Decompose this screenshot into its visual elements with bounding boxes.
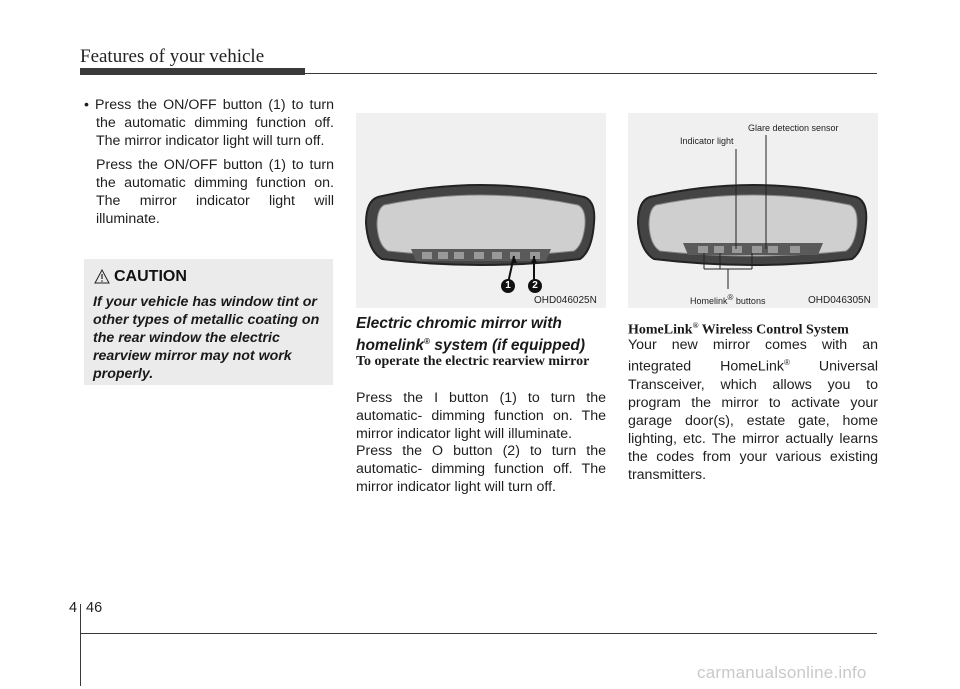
page-header-title: Features of your vehicle — [80, 46, 265, 67]
homelink-mirror-illustration — [628, 113, 878, 308]
caution-box — [84, 259, 333, 385]
caution-title: CAUTION — [114, 268, 187, 285]
warning-triangle-icon — [94, 269, 110, 284]
page-number: 46 — [86, 600, 103, 616]
header-rule — [80, 73, 877, 74]
mirror-figure-buttons — [356, 113, 606, 308]
bullet-paragraph-on: Press the ON/OFF button (1) to turn the automatic dimming function on. The mirror indicator light will illuminate. — [96, 157, 334, 227]
label-homelink-buttons: Homelink® buttons — [690, 293, 766, 306]
chapter-number: 4 — [69, 600, 78, 616]
figure-code: OHD046305N — [808, 295, 871, 306]
paragraph-o-button: Press the O button (2) to turn the automatic- dimming function off. The mirror indicator light will turn off. — [356, 443, 606, 495]
rearview-mirror-illustration — [356, 113, 606, 308]
section-title: Electric chromic mirror with homelink® system (if equipped) — [356, 315, 585, 355]
callout-1: 1 — [501, 279, 515, 293]
figure-code: OHD046025N — [534, 295, 597, 306]
label-glare-sensor: Glare detection sensor — [748, 123, 839, 133]
mirror-figure-labeled — [628, 113, 878, 308]
subheading-operate: To operate the electric rearview mirror — [356, 354, 590, 369]
subheading-homelink: HomeLink® Wireless Control System — [628, 321, 849, 338]
bullet-instructions — [84, 96, 334, 228]
bullet-dot: • — [84, 97, 96, 113]
bullet-paragraph-off: • Press the ON/OFF button (1) to turn the automatic dimming function off. The mirror indicator light will turn off. — [84, 97, 334, 149]
callout-2: 2 — [528, 279, 542, 293]
footer-rule — [80, 633, 877, 634]
watermark: carmanualsonline.info — [697, 663, 867, 682]
caution-text: If your vehicle has window tint or other types of metallic coating on the rear window the electric rearview mirror may not work properly. — [93, 294, 320, 382]
paragraph-i-button: Press the I button (1) to turn the automatic- dimming function on. The mirror indicator light will illuminate. — [356, 390, 606, 442]
label-indicator-light: Indicator light — [680, 136, 734, 146]
footer-divider — [80, 604, 81, 686]
paragraph-homelink: Your new mirror comes with an integrated HomeLink® Universal Transceiver, which allows you to program the mirror to activate your garage door(s), estate gate, home lighting, etc. The mirror actually learns the codes from your various existing transmitters. — [628, 337, 878, 483]
